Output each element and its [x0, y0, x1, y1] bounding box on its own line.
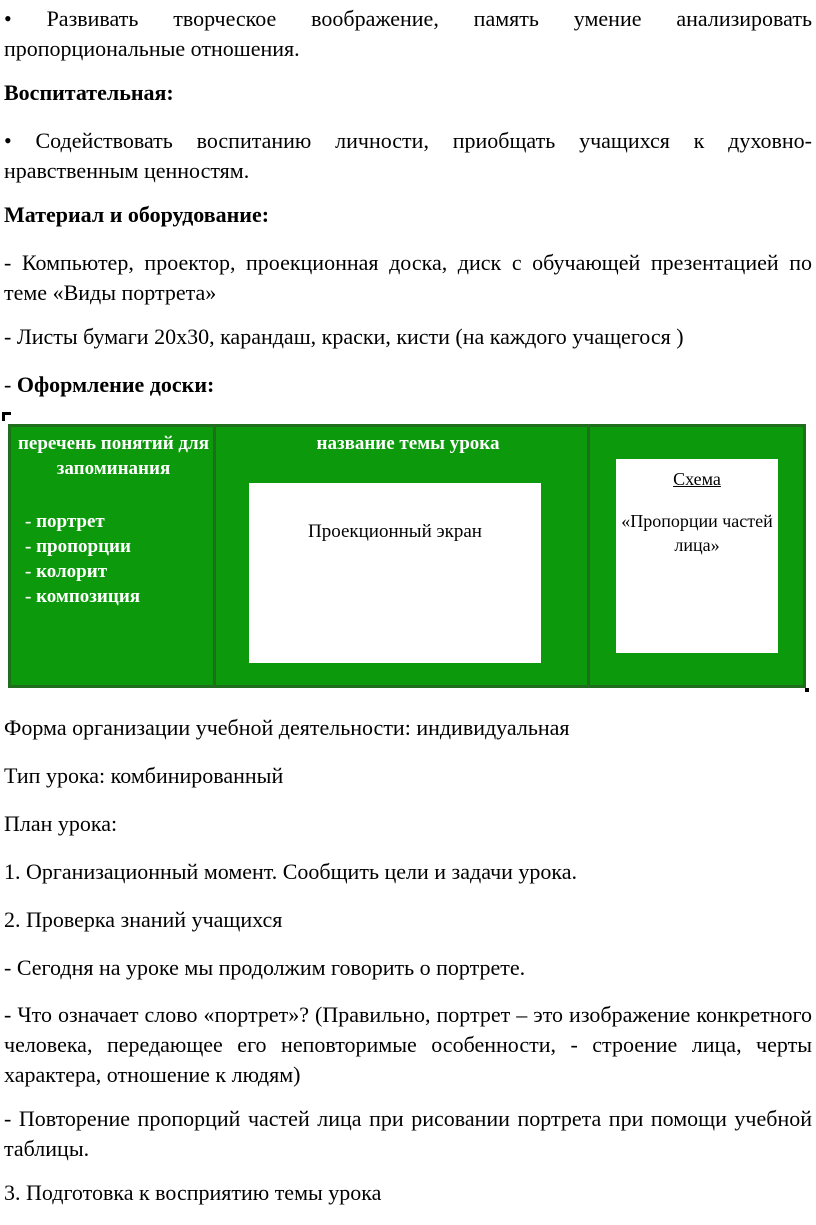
- education-heading: Воспитательная:: [4, 80, 174, 105]
- board-term: - композиция: [25, 586, 141, 607]
- materials-item-equipment: - Компьютер, проектор, проекционная доска, диск с обучающей презентацией по теме «Виды портрета»: [4, 250, 812, 305]
- teacher-remark-3: - Повторение пропорций частей лица при рисовании портрета при помощи учебной таблицы.: [4, 1106, 812, 1161]
- education-goal-item: • Содействовать воспитанию личности, приобщать учащихся к духовно-нравственным ценностям.: [4, 128, 812, 183]
- lesson-type-line: Тип урока: комбинированный: [4, 763, 284, 788]
- board-term: - колорит: [25, 561, 108, 582]
- development-goal-item: • Развивать творческое воображение, память умение анализировать пропорциональные отношения.: [4, 6, 812, 61]
- plan-step-1: 1. Организационный момент. Сообщить цели и задачи урока.: [4, 859, 578, 884]
- figure-corner-mark: [2, 412, 11, 421]
- plan-step-2: 2. Проверка знаний учащихся: [4, 907, 283, 932]
- materials-item-supplies: - Листы бумаги 20х30, карандаш, краски, кисти (на каждого учащегося ): [4, 324, 684, 349]
- projection-screen: [249, 483, 541, 663]
- projection-screen-label: Проекционный экран: [308, 521, 482, 542]
- board-divider-right: [587, 427, 590, 685]
- scheme-text: «Пропорции частей лица»: [621, 511, 773, 555]
- organization-form-line: Форма организации учебной деятельности: индивидуальная: [4, 715, 570, 740]
- board-heading-text: Оформление доски:: [16, 372, 215, 397]
- lesson-plan-heading: План урока:: [4, 811, 118, 836]
- board-terms-list: [11, 509, 216, 609]
- teacher-remark-2: - Что означает слово «портрет»? (Правильно, портрет – это изображение конкретного человека, передающее его неповторимые особенности, - строение лица, черты характера, отношение к людям): [4, 1002, 812, 1087]
- board-middle-title: название темы урока: [316, 433, 500, 454]
- figure-corner-dot: [805, 688, 809, 692]
- scheme-title: Схема: [673, 469, 721, 489]
- plan-step-3: 3. Подготовка к восприятию темы урока: [4, 1180, 382, 1205]
- teacher-remark-1: - Сегодня на уроке мы продолжим говорить о портрете.: [4, 955, 526, 980]
- board-left-column: [11, 431, 216, 609]
- board-heading-dash: -: [4, 372, 17, 397]
- board-design-heading: [4, 370, 812, 400]
- board-term: - портрет: [25, 511, 105, 532]
- board-term: - пропорции: [25, 536, 131, 557]
- materials-heading: Материал и оборудование:: [4, 202, 270, 227]
- scheme-panel: [616, 459, 778, 653]
- board-diagram: [8, 424, 806, 688]
- board-left-title: перечень понятий для запоминания: [17, 433, 209, 479]
